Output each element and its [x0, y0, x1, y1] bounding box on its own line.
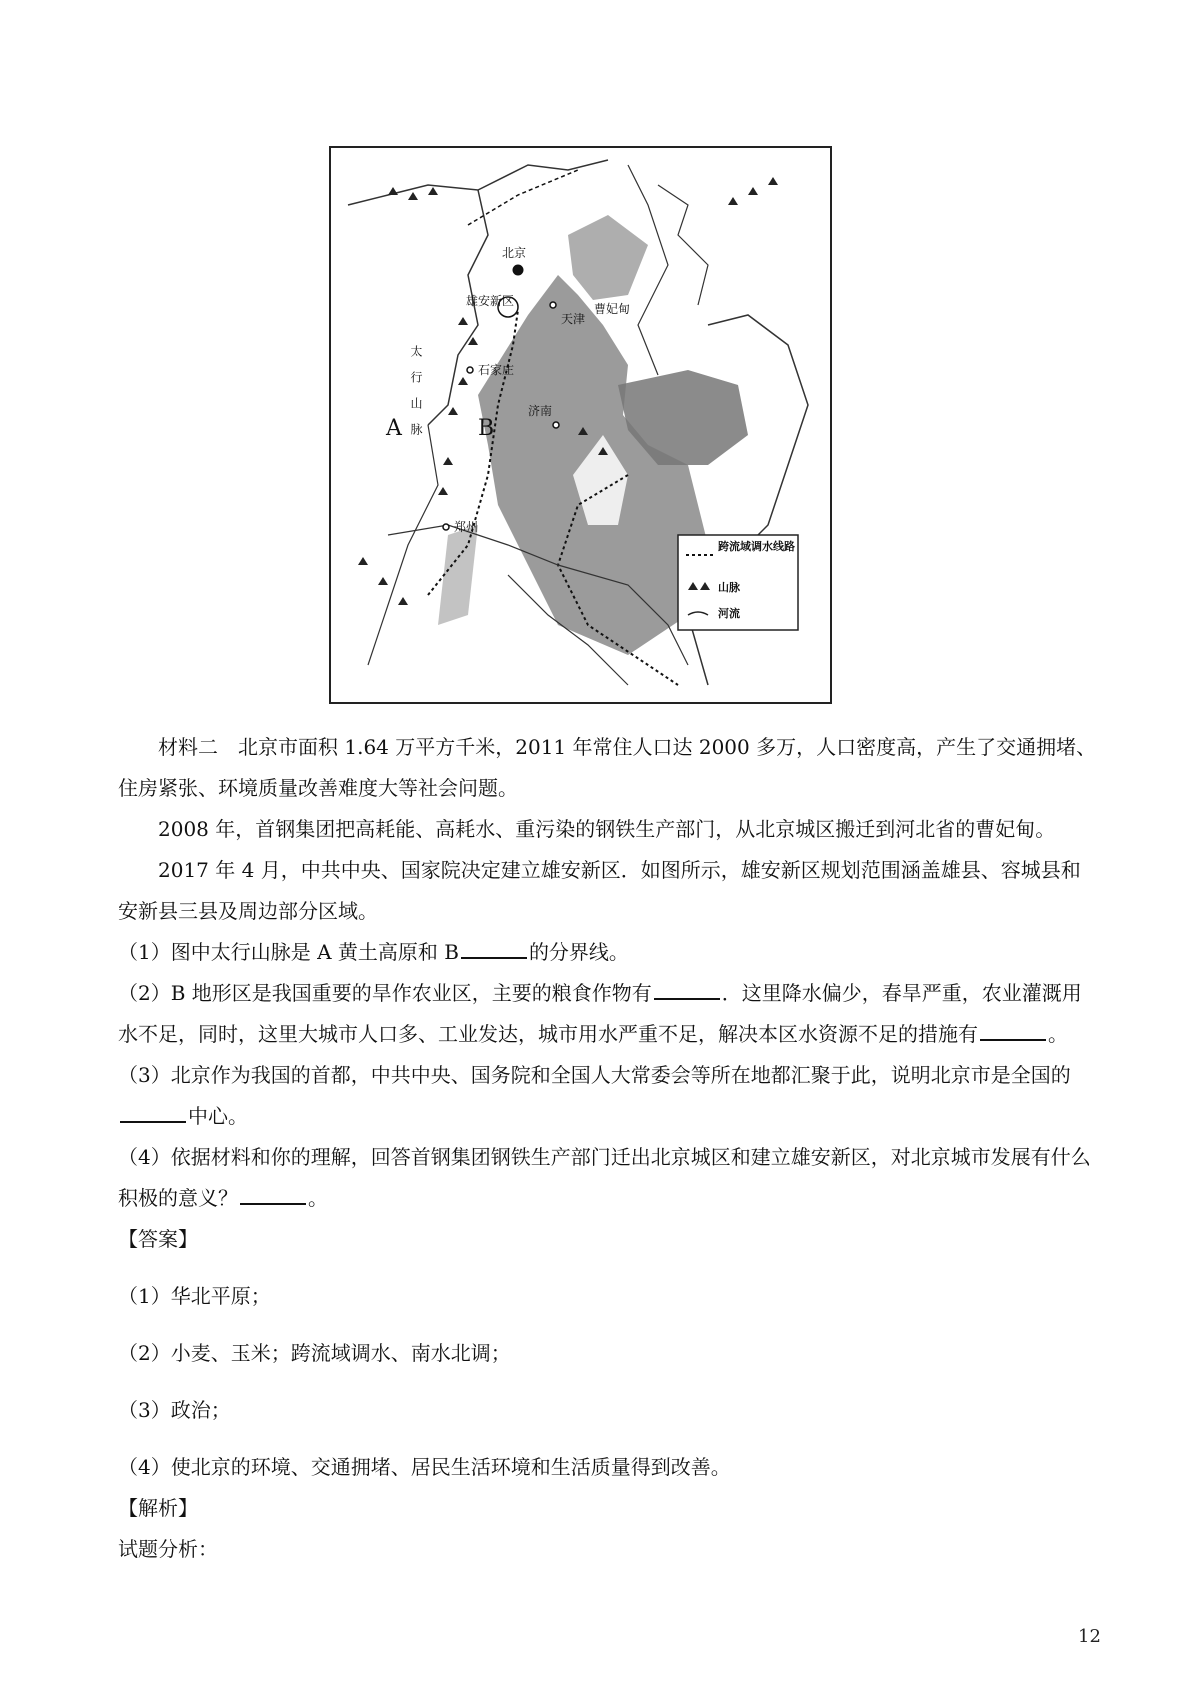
- question-4: [118, 1137, 1100, 1219]
- label-shijiazhuang: 石家庄: [478, 363, 515, 377]
- question-3-text: （3）北京作为我国的首都，中共中央、国务院和全国人大常委会等所在地都汇聚于此，说明北京市是全国的: [118, 1063, 1071, 1087]
- analysis-intro: 试题分析：: [118, 1537, 218, 1561]
- question-1: [118, 932, 1100, 973]
- question-1-text: （1）图中太行山脉是 A 黄土高原和 B: [118, 940, 459, 964]
- answer-2: （2）小麦、玉米；跨流域调水、南水北调；: [118, 1341, 511, 1365]
- answer-4: （4）使北京的环境、交通拥堵、居民生活环境和生活质量得到改善。: [118, 1455, 731, 1479]
- question-3-tail: 中心。: [188, 1104, 248, 1128]
- label-tianjin: 天津: [561, 312, 586, 326]
- answer-1: （1）华北平原；: [118, 1284, 271, 1308]
- label-jinan: 济南: [528, 404, 553, 418]
- label-zhengzhou: 郑州: [454, 520, 479, 534]
- question-4-text: （4）依据材料和你的理解，回答首钢集团钢铁生产部门迁出北京城区和建立雄安新区，对北京城市发展有什么积极的意义？: [118, 1145, 1091, 1210]
- question-1-tail: 的分界线。: [528, 940, 629, 964]
- question-2-middle: ．这里降水偏少，春旱严重，农业灌溉用水不足，同时，这里大城市人口多、工业发达，城市用水严重不足，解决本区水资源不足的措施有: [118, 981, 1082, 1046]
- question-2-text: （2）B 地形区是我国重要的旱作农业区，主要的粮食作物有: [118, 981, 652, 1005]
- question-2-tail: 。: [1048, 1022, 1068, 1046]
- page-number: 12: [1078, 1626, 1101, 1647]
- answer-blank: [240, 1181, 306, 1205]
- question-3: [118, 1055, 1100, 1137]
- map-legend: [678, 535, 798, 630]
- material-paragraph-3: 2017 年 4 月，中共中央、国家院决定建立雄安新区．如图所示，雄安新区规划范围涵盖雄县、容城县和安新县三县及周边部分区域。: [118, 858, 1081, 923]
- region-a-label: A: [386, 416, 402, 441]
- answer-blank: [980, 1017, 1046, 1041]
- question-4-tail: 。: [308, 1186, 328, 1210]
- legend-water-transfer: 跨流域调水线路: [718, 540, 795, 553]
- analysis-heading: 【解析】: [118, 1496, 198, 1520]
- answer-heading: 【答案】: [118, 1227, 198, 1251]
- label-beijing: 北京: [502, 246, 527, 260]
- answer-blank: [120, 1099, 186, 1123]
- label-caofeidian: 曹妃甸: [594, 302, 631, 316]
- legend-river: 河流: [718, 607, 740, 620]
- material-paragraph-1: 材料二 北京市面积 1.64 万平方千米，2011 年常住人口达 2000 多万，人口密度高，产生了交通拥堵、住房紧张、环境质量改善难度大等社会问题。: [118, 735, 1097, 800]
- label-xiongan: 雄安新区: [466, 294, 515, 308]
- material-paragraph-2: 2008 年，首钢集团把高耗能、高耗水、重污染的钢铁生产部门，从北京城区搬迁到河北省的曹妃甸。: [158, 817, 1056, 841]
- question-2: [118, 973, 1100, 1055]
- answer-blank: [654, 976, 720, 1000]
- north-china-map: [328, 145, 833, 705]
- document-body: [118, 727, 1100, 1570]
- label-taihang: 太行山脉: [409, 345, 423, 449]
- answer-3: （3）政治；: [118, 1398, 231, 1422]
- legend-mountain: 山脉: [718, 581, 740, 594]
- region-b-label: B: [478, 416, 495, 441]
- map-figure: [328, 145, 833, 705]
- answer-blank: [461, 935, 527, 959]
